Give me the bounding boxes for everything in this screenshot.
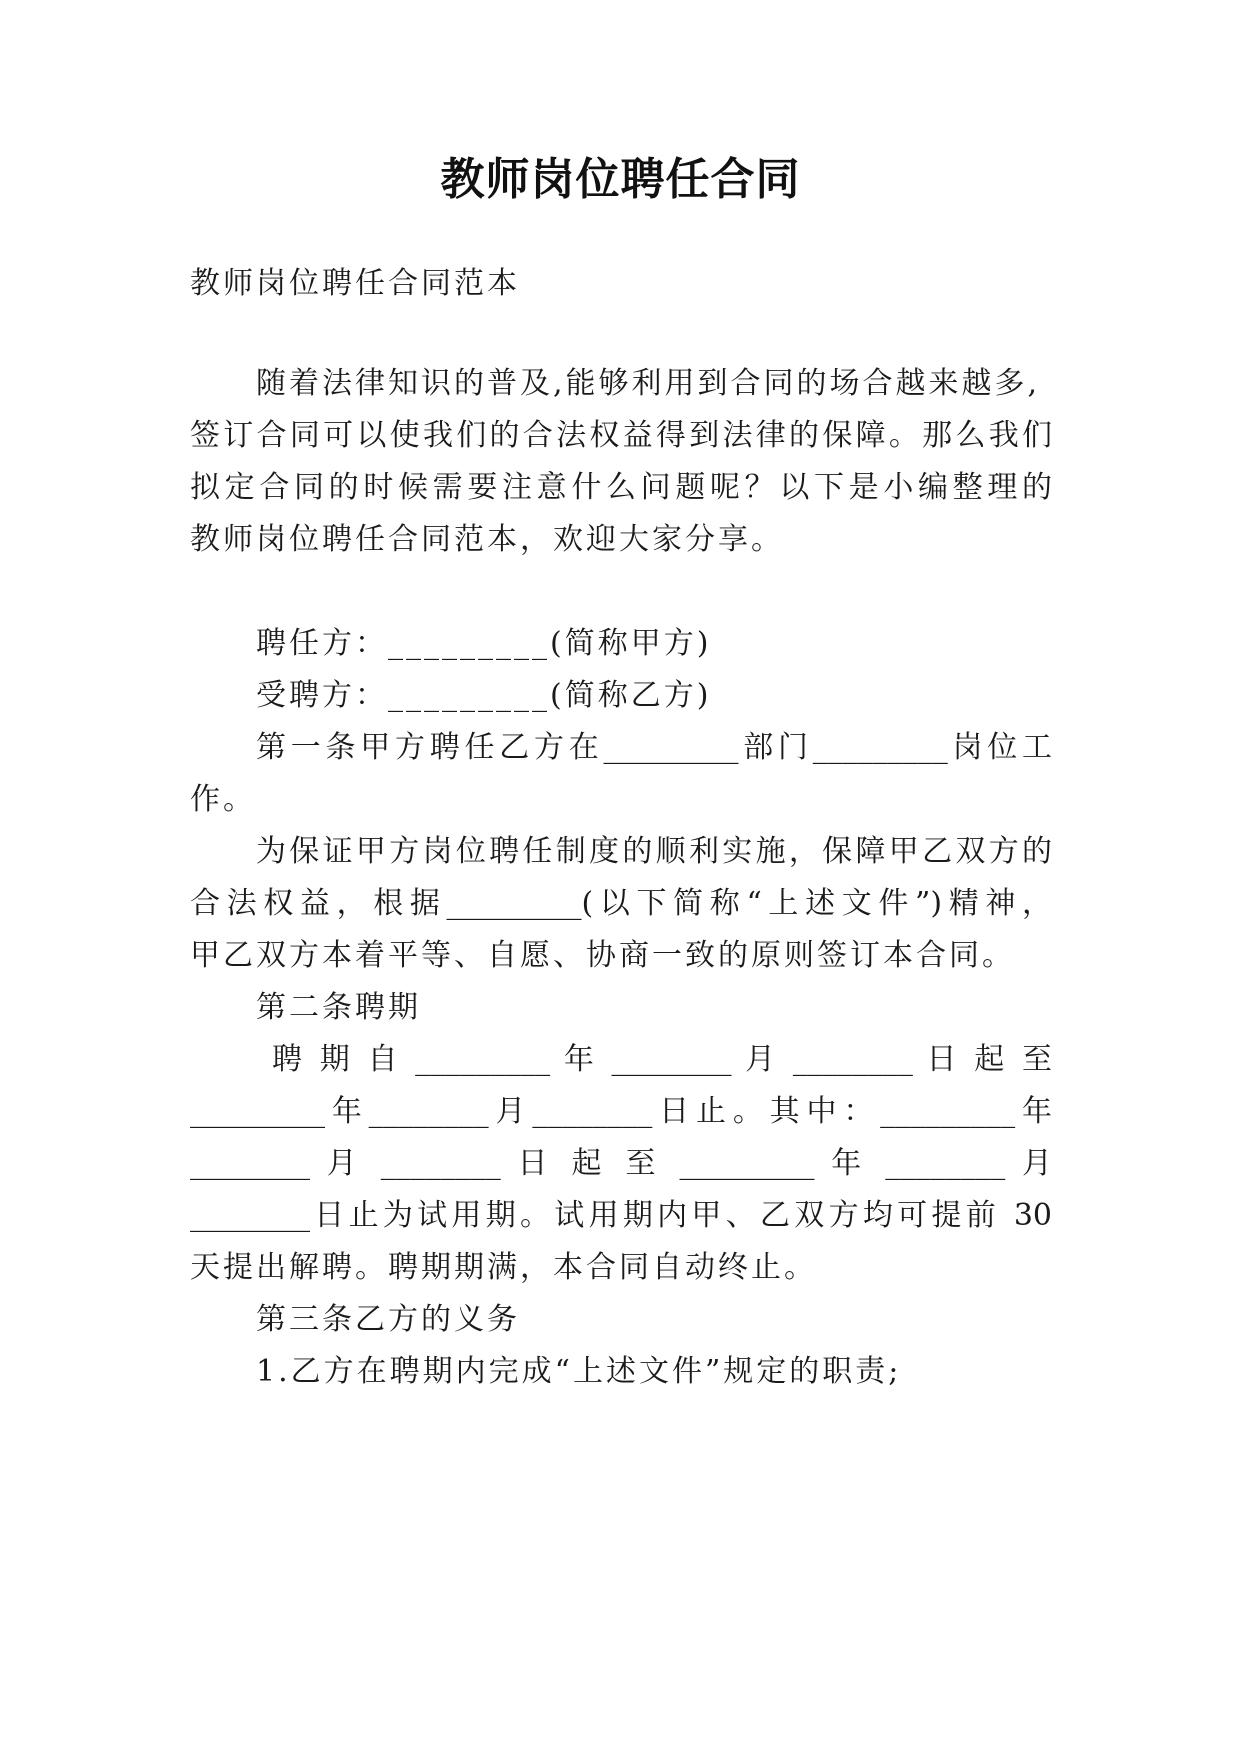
purpose-line-3: 甲乙双方本着平等、自愿、协商一致的原则签订本合同。 xyxy=(190,938,1015,973)
intro-line-4: 教师岗位聘任合同范本，欢迎大家分享。 xyxy=(190,522,784,557)
article2-line-4: ________日止为试用期。试用期内甲、乙双方均可提前 30 xyxy=(190,1198,1052,1233)
article1-line-2: 作。 xyxy=(190,782,256,817)
article2-line-5: 天提出解聘。聘期期满，本合同自动终止。 xyxy=(190,1250,817,1285)
intro-line-1: 随着法律知识的普及,能够利用到合同的场合越来越多, xyxy=(256,366,1041,401)
article3-title: 第三条乙方的义务 xyxy=(256,1302,520,1337)
purpose-line-1: 为保证甲方岗位聘任制度的顺利实施，保障甲乙双方的 xyxy=(256,834,1052,869)
article2-line-3: ________ 月 ________ 日 起 至 _________ 年 ________ 月 xyxy=(190,1146,1052,1181)
intro-line-3: 拟定合同的时候需要注意什么问题呢？以下是小编整理的 xyxy=(190,470,1052,505)
article2-title: 第二条聘期 xyxy=(256,990,421,1025)
party-a-line: 聘任方：_________(简称甲方) xyxy=(256,626,712,661)
intro-line-2: 签订合同可以使我们的合法权益得到法律的保障。那么我们 xyxy=(190,418,1052,453)
article2-line-1: 聘 期 自 _________ 年 ________ 月 ________ 日 起 至 xyxy=(272,1042,1052,1077)
document-subtitle: 教师岗位聘任合同范本 xyxy=(190,266,520,301)
article2-line-2: _________年________月________日止。其中：_________年 xyxy=(190,1094,1052,1129)
article1-line-1: 第一条甲方聘任乙方在_________部门_________岗位工 xyxy=(256,730,1052,765)
article3-item-1: 1.乙方在聘期内完成“上述文件”规定的职责; xyxy=(256,1354,902,1389)
party-b-line: 受聘方：_________(简称乙方) xyxy=(256,678,712,713)
document-title: 教师岗位聘任合同 xyxy=(440,154,801,205)
purpose-line-2: 合法权益，根据_________(以下简称“上述文件”)精神， xyxy=(190,886,1052,921)
